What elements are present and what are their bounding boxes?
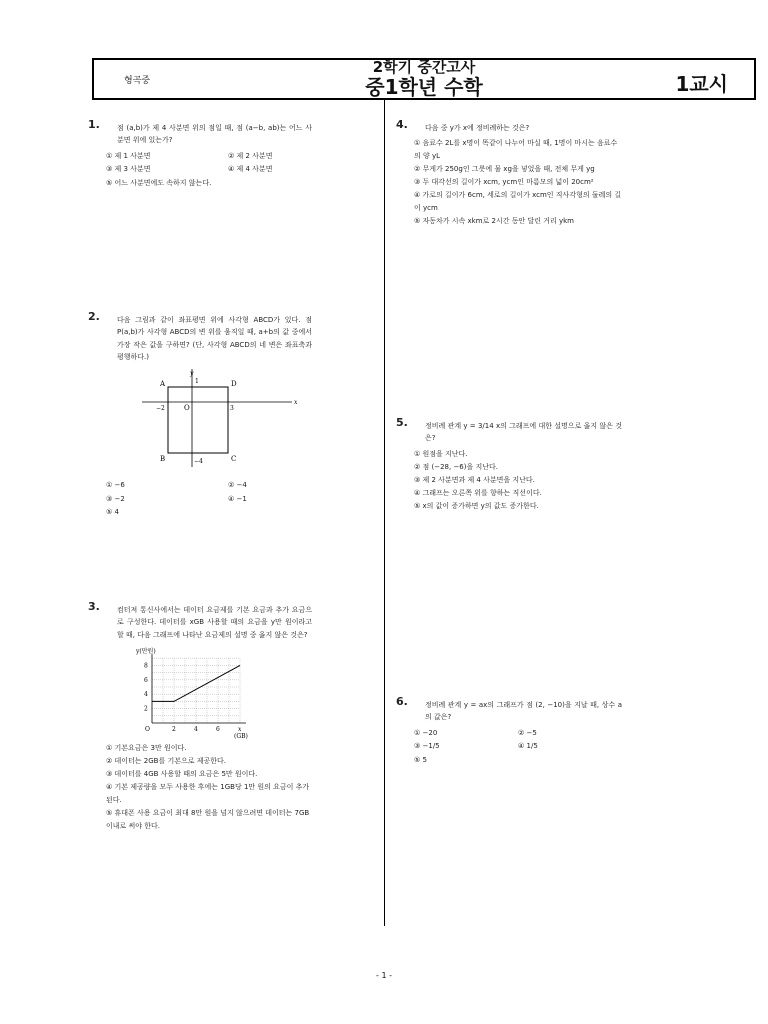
option-4[interactable]: ④ 기본 제공량을 모두 사용한 후에는 1GB당 1만 원의 요금이 추가된다.	[106, 782, 310, 804]
origin-label: O	[145, 725, 150, 733]
x-tick-label: 6	[216, 725, 220, 733]
option-3[interactable]: ③ 데이터를 4GB 사용할 때의 요금은 5만 원이다.	[106, 769, 258, 778]
option-3[interactable]: ③ 두 대각선의 길이가 xcm, ycm인 마름모의 넓이 20cm²	[414, 178, 594, 187]
option-3[interactable]: ③ −2	[106, 494, 125, 503]
options	[92, 742, 312, 833]
column-divider	[384, 100, 385, 926]
option-1[interactable]: ① −6	[106, 481, 125, 490]
option-2[interactable]: ② 점 (−28, −6)을 지난다.	[414, 462, 498, 471]
y-axis-label: y	[190, 370, 194, 378]
coordinate-figure	[92, 369, 312, 469]
question-5	[396, 416, 622, 513]
option-4[interactable]: ④ −1	[228, 494, 247, 503]
option-4[interactable]: ④ 가로의 길이가 6cm, 세로의 길이가 xcm인 직사각형의 둘레의 길이 ycm	[414, 191, 622, 213]
question-1	[88, 118, 312, 190]
x-tick-label: 2	[172, 725, 176, 733]
y-axis-label: y(만원)	[136, 648, 156, 656]
fee-line-chart	[128, 643, 268, 739]
question-number: 5.	[396, 416, 408, 429]
option-2[interactable]: ② −4	[228, 481, 247, 490]
option-1[interactable]: ① 원점을 지난다.	[414, 449, 468, 458]
question-4	[396, 118, 622, 228]
option-2[interactable]: ② 무게가 250g인 그릇에 물 xg을 넣었을 때, 전체 무게 yg	[414, 165, 595, 174]
school-name: 형곡중	[124, 76, 151, 86]
option-5[interactable]: ⑤ 휴대폰 사용 요금이 최대 8만 원을 넘지 않으려면 데이터는 7GB 이내로 써야 한다.	[106, 808, 310, 830]
question-2	[88, 310, 312, 520]
option-3[interactable]: ③ 제 2 사분면과 제 4 사분면을 지난다.	[414, 475, 535, 484]
option-4[interactable]: ④ 1/5	[518, 742, 538, 751]
options	[92, 479, 312, 520]
label-y-neg4: −4	[194, 458, 203, 466]
exam-header	[92, 58, 756, 100]
label-d: D	[231, 380, 237, 389]
option-3[interactable]: ③ −1/5	[414, 742, 440, 751]
question-number: 2.	[88, 310, 100, 323]
y-tick-label: 4	[144, 691, 148, 699]
label-b: B	[160, 455, 166, 464]
question-stem: 다음 중 y가 x에 정비례하는 것은?	[425, 124, 530, 132]
option-5[interactable]: ⑤ 5	[414, 755, 427, 764]
option-1[interactable]: ① −20	[414, 728, 438, 737]
rectangle-abcd-graph	[132, 369, 332, 469]
x-tick-label: x	[238, 725, 242, 733]
y-tick-label: 2	[144, 705, 148, 713]
question-number: 6.	[396, 695, 408, 708]
question-stem: 정비례 관계 y = ax의 그래프가 점 (2, −10)을 지날 때, 상수 a의 값은?	[425, 701, 622, 722]
period-label: 1교시	[675, 72, 728, 96]
label-y-1: 1	[195, 378, 199, 386]
option-4[interactable]: ④ 그래프는 오른쪽 위를 향하는 직선이다.	[414, 488, 542, 497]
x-tick-label: 4	[194, 725, 198, 733]
question-6	[396, 695, 622, 767]
options	[400, 448, 622, 513]
options	[92, 150, 312, 191]
option-5[interactable]: ⑤ 4	[106, 508, 119, 517]
question-stem: 정비례 관계 y = 3/14 x의 그래프에 대한 설명으로 옳지 않은 것은?	[425, 422, 622, 443]
question-number: 4.	[396, 118, 408, 131]
x-axis-label: (GB)	[234, 732, 248, 739]
question-stem: 컴터져 통신사에서는 데이터 요금제를 기본 요금과 추가 요금으로 구성한다. 데이터를 xGB 사용할 때의 요금을 y만 원이라고 할 때, 다음 그래프에 나타난 요금제의 설명 중 옳지 않은 것은?	[117, 606, 312, 639]
y-tick-label: 8	[144, 662, 148, 670]
label-x-3: 3	[230, 405, 234, 413]
options	[400, 727, 622, 768]
option-1[interactable]: ① 음료수 2L를 x명이 똑같이 나누어 마실 때, 1명이 마시는 음료수의 양 yL	[414, 139, 618, 161]
label-x-neg2: −2	[156, 405, 165, 413]
option-2[interactable]: ② 데이터는 2GB를 기본으로 제공한다.	[106, 756, 226, 765]
rectangle-abcd	[168, 387, 228, 453]
question-3	[88, 600, 312, 833]
page-number: - 1 -	[376, 971, 392, 980]
label-c: C	[231, 455, 237, 464]
question-number: 1.	[88, 118, 100, 131]
subject-title: 중1학년 수학	[365, 75, 483, 99]
label-a: A	[160, 380, 166, 389]
label-origin: O	[184, 404, 190, 413]
option-5[interactable]: ⑤ x의 값이 증가하면 y의 값도 증가한다.	[414, 501, 539, 510]
option-2[interactable]: ② 제 2 사분면	[228, 151, 273, 160]
question-stem: 점 (a,b)가 제 4 사분면 위의 점일 때, 점 (a−b, ab)는 어느 사분면 위에 있는가?	[117, 124, 312, 145]
exam-title: 2학기 중간고사	[372, 58, 476, 76]
y-tick-label: 6	[144, 676, 148, 684]
option-2[interactable]: ② −5	[518, 728, 537, 737]
options	[400, 137, 622, 228]
question-number: 3.	[88, 600, 100, 613]
option-1[interactable]: ① 제 1 사분면	[106, 151, 151, 160]
question-stem: 다음 그림과 같이 좌표평면 위에 사각형 ABCD가 있다. 점 P(a,b)가 사각형 ABCD의 변 위를 움직일 때, a+b의 값 중에서 가장 작은 값을 구하면? (단, 사각형 ABCD의 네 변은 좌표축과 평행하다.)	[117, 316, 312, 361]
option-5[interactable]: ⑤ 자동차가 시속 xkm로 2시간 동안 달린 거리 ykm	[414, 217, 574, 226]
option-5[interactable]: ⑤ 어느 사분면에도 속하지 않는다.	[106, 178, 212, 187]
x-axis-label: x	[294, 399, 298, 407]
option-1[interactable]: ① 기본요금은 3만 원이다.	[106, 743, 187, 752]
option-4[interactable]: ④ 제 4 사분면	[228, 165, 273, 174]
fee-chart	[92, 643, 312, 739]
option-3[interactable]: ③ 제 3 사분면	[106, 165, 151, 174]
